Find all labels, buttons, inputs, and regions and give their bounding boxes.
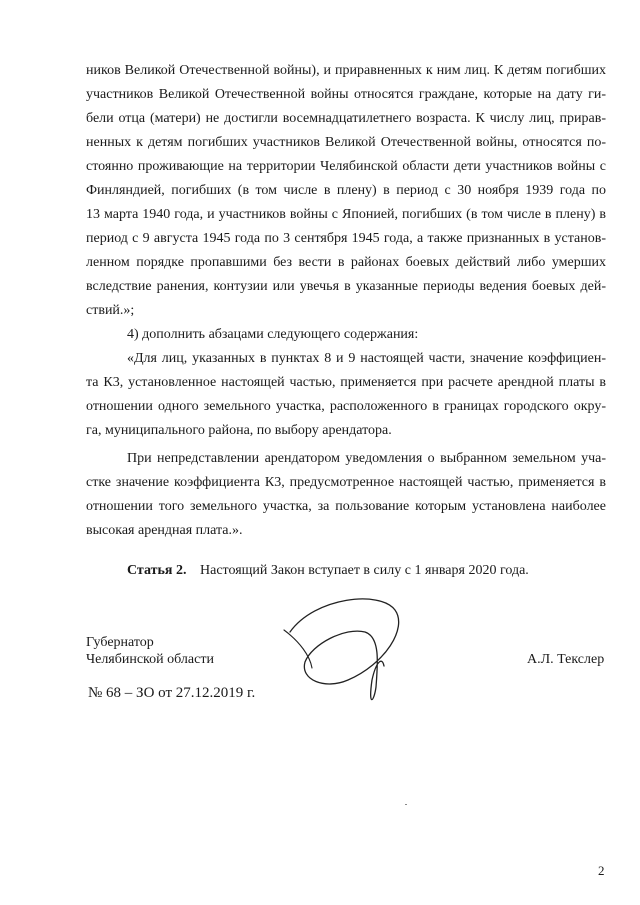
body-line: та К3, установленное настоящей частью, применяется при расчете арендной платы в [86,375,606,390]
body-line: вследствие ранения, контузии или увечья в указанные периоды ведения боевых дей- [86,279,606,294]
article-label: Статья 2. [127,563,187,578]
body-line: участников Великой Отечественной войны относятся граждане, которые на дату ги- [86,87,606,102]
page-number: 2 [598,863,605,878]
body-line: стке значение коэффициента К3, предусмотренное настоящей частью, применяется в [86,475,606,490]
body-line: Финляндией, погибших (в том числе в плену) в период с 30 ноября 1939 года по [86,183,606,198]
body-line: период с 9 августа 1945 года по 3 сентября 1945 года, а также признанных в установ- [86,231,606,246]
signatory-name: А.Л. Текслер [527,652,605,667]
body-line: «Для лиц, указанных в пунктах 8 и 9 настоящей части, значение коэффициен- [127,351,606,366]
body-line: отношении того земельного участка, за пользование которым установлена наиболее [86,499,606,514]
handwritten-signature [270,592,410,710]
body-line: бели отца (матери) не достигли восемнадцатилетнего возраста. К числу лиц, прирав- [86,111,606,126]
body-line: высокая арендная плата.». [86,523,243,538]
body-line: ников Великой Отечественной войны), и приравненных к ним лиц. К детям погибших [86,63,606,78]
body-line: ленном порядке пропавшими без вести в районах боевых действий либо умерших [86,255,606,270]
body-line: га, муниципального района, по выбору арендатора. [86,423,392,438]
body-line: 4) дополнить абзацами следующего содержания: [127,327,419,342]
signature-position-line1: Губернатор [86,635,154,650]
body-line: ненных к детям погибших участников Великой Отечественной войны, относятся по- [86,135,606,150]
body-line: ствий.»; [86,303,135,318]
article-text: Настоящий Закон вступает в силу с 1 января 2020 года. [200,563,529,578]
body-line: стоянно проживающие на территории Челябинской области дети участников войны с [86,159,606,174]
scan-speck [405,804,407,805]
body-line: При непредставлении арендатором уведомления о выбранном земельном уча- [127,451,606,466]
law-number: № 68 – ЗО от 27.12.2019 г. [88,685,256,701]
body-line: 13 марта 1940 года, и участников войны с Японией, погибших (в том числе в плену) в [86,207,606,222]
signature-position-line2: Челябинской области [86,652,214,667]
body-line: отношении одного земельного участка, расположенного в границах городского окру- [86,399,606,414]
